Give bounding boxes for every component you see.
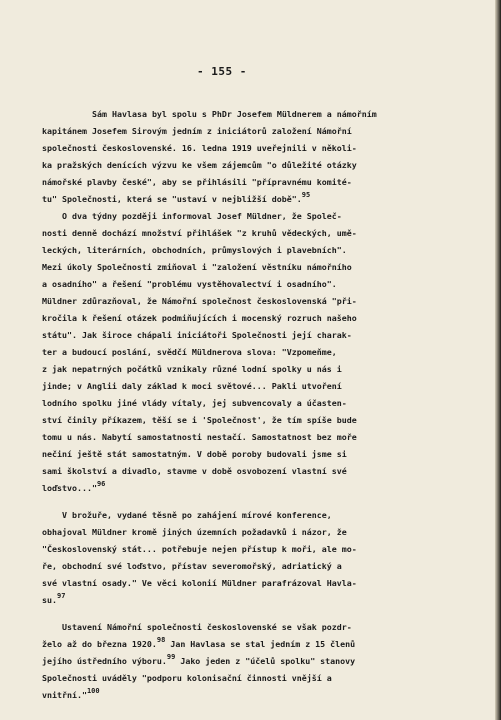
text-line: obhajoval Müldner kromě jiných územních požadavků i názor, že — [42, 527, 347, 537]
text-line: státu". Jak široce chápali iniciátoři Společnosti její charak- — [42, 330, 352, 340]
text-line: ství činily příkazem, těší se i 'Společnost', že tím spíše bude — [42, 415, 357, 425]
page-edge-shadow — [495, 0, 501, 720]
text-span: tu" Společnosti, která se "ustaví v nejbližší době". — [42, 194, 302, 204]
text-line: z jak nepatrných počátků vznikaly různé lodní spolky u nás i — [42, 364, 342, 374]
text-line: Sám Havlasa byl spolu s PhDr Josefem Müldnerem a námořním — [92, 109, 377, 119]
text-line: námořské plavby české", aby se přihlásili "přípravnému komité- — [42, 177, 352, 187]
text-line: ter a budoucí poslání, svědčí Müldnerova slova: "Vzpomeňme, — [42, 347, 337, 357]
text-line — [42, 191, 310, 208]
text-span: Jan Havlasa se stal jedním z 15 členů — [165, 639, 356, 649]
text-span: loďstvo..." — [42, 483, 97, 493]
text-span: su. — [42, 595, 57, 605]
text-line: V brožuře, vydané těsně po zahájení mírové konference, — [62, 510, 332, 520]
text-line: sami školství a divadlo, stavme v době osvobození vlastní své — [42, 466, 347, 476]
text-line — [42, 592, 65, 609]
page-number: - 155 - — [197, 65, 247, 78]
text-line: kročila k řešení otázek podmiňujících i mocenský rozruch našeho — [42, 313, 357, 323]
text-line: kapitánem Josefem Sirovým jedním z iniciátorů založení Námořní — [42, 126, 352, 136]
footnote-ref: 97 — [57, 592, 66, 600]
text-line — [42, 480, 105, 497]
text-span: vnitřní." — [42, 690, 87, 700]
text-line: a osadního" a řešení "problému vystěhovalectví i osadního". — [42, 279, 337, 289]
text-line: Společnosti uváděly "podporu kolonisační činnosti vnější a — [42, 673, 332, 683]
text-line: jinde; v Anglii daly základ k moci světové... Pakli utvoření — [42, 381, 342, 391]
text-span: jejího ústředního výboru. — [42, 656, 167, 666]
footnote-ref: 95 — [301, 191, 311, 199]
text-span: Jako jeden z "účelů spolku" stanovy — [175, 656, 356, 666]
text-line: nečiní ještě stát samostatným. V době poroby budovali jsme si — [42, 449, 347, 459]
footnote-ref: 99 — [166, 653, 176, 661]
text-line — [42, 636, 355, 653]
footnote-ref: 98 — [156, 636, 166, 644]
footnote-ref: 96 — [96, 480, 106, 488]
text-line: Ustavení Námořní společnosti československé se však pozdr- — [62, 622, 352, 632]
text-line: nosti denně dochází množství přihlášek "z kruhů vědeckých, umě- — [42, 228, 357, 238]
text-line: Mezi úkoly Společnosti zmiňoval i "založení věstníku námořního — [42, 262, 352, 272]
text-span: želo až do března 1920. — [42, 639, 157, 649]
text-line: "Československý stát... potřebuje nejen přístup k moři, ale mo- — [42, 544, 357, 554]
text-line: ka pražských denících výzvu ke všem zájemcům "o důležité otázky — [42, 160, 357, 170]
text-line: tomu u nás. Nabytí samostatnosti nestačí. Samostatnost bez moře — [42, 432, 357, 442]
text-line: O dva týdny později informoval Josef Müldner, že Společ- — [62, 211, 342, 221]
text-line: lodního spolku jiné vlády vítaly, jej subvencovaly a účasten- — [42, 398, 347, 408]
text-line — [42, 653, 355, 670]
text-line: leckých, literárních, obchodních, průmyslových i plavebních". — [42, 245, 347, 255]
text-line: společnosti československé. 16. ledna 1919 uveřejnili v několi- — [42, 143, 357, 153]
text-line: Müldner zdůrazňoval, že Námořní společnost československá "při- — [42, 296, 357, 306]
text-line: své vlastní osady." Ve věci kolonií Müldner parafrázoval Havla- — [42, 578, 357, 588]
text-line — [42, 687, 100, 704]
footnote-ref: 100 — [86, 687, 100, 695]
text-line: ře, obchodní své loďstvo, přístav severomořský, adriatický a — [42, 561, 342, 571]
